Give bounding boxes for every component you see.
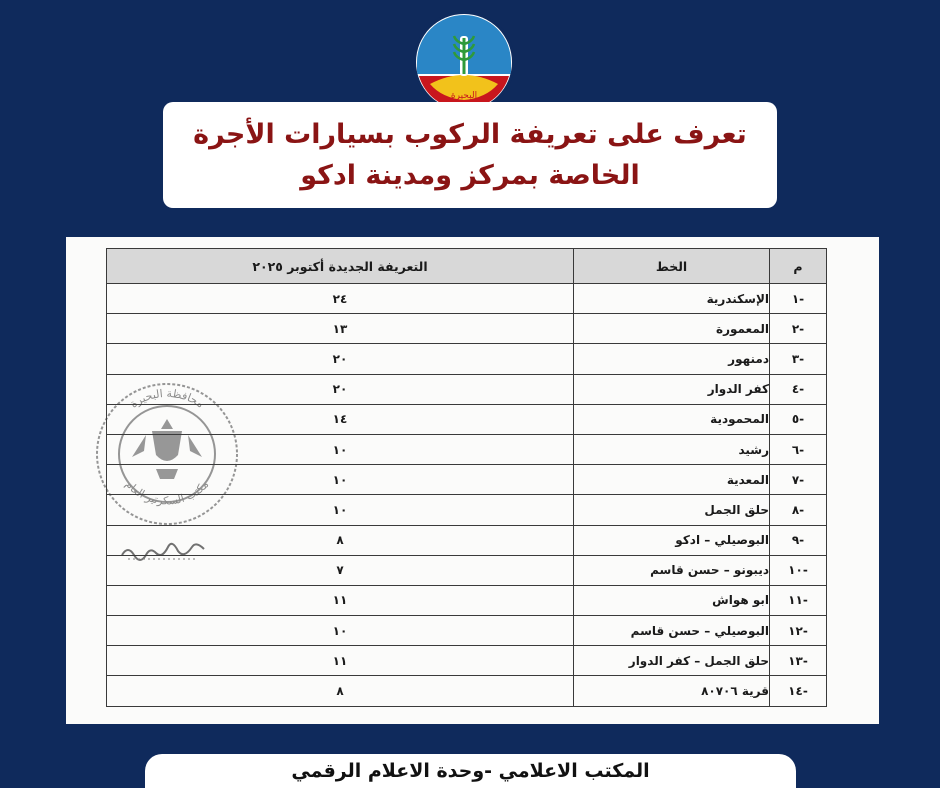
route-name: كفر الدوار: [574, 374, 770, 404]
route-name: ابو هواش: [574, 585, 770, 615]
fare-value: ٧: [107, 555, 574, 585]
row-number: -١٠: [770, 555, 827, 585]
route-name: المحمودية: [574, 404, 770, 434]
footer-text: المكتب الاعلامي -وحدة الاعلام الرقمي: [291, 760, 650, 782]
route-name: البوصيلي – حسن قاسم: [574, 616, 770, 646]
row-number: -٥: [770, 404, 827, 434]
row-number: -١١: [770, 585, 827, 615]
page-title-line-1: تعرف على تعريفة الركوب بسيارات الأجرة: [193, 119, 747, 150]
tariff-table: [106, 248, 827, 707]
title-box: [163, 102, 777, 208]
route-name: حلق الجمل: [574, 495, 770, 525]
fare-value: ١٠: [107, 465, 574, 495]
route-name: رشيد: [574, 434, 770, 464]
table-row: [107, 555, 827, 585]
route-name: الإسكندرية: [574, 284, 770, 314]
page-title-line-2: الخاصة بمركز ومدينة ادكو: [300, 160, 640, 191]
row-number: -١٤: [770, 676, 827, 706]
route-name: حلق الجمل – كفر الدوار: [574, 646, 770, 676]
fare-value: ١٤: [107, 404, 574, 434]
fare-value: ١٠: [107, 434, 574, 464]
row-number: -٦: [770, 434, 827, 464]
column-header-fare: التعريفة الجديدة أكتوبر ٢٠٢٥: [107, 249, 574, 284]
fare-value: ١٠: [107, 495, 574, 525]
governorate-logo: [416, 14, 512, 110]
table-row: [107, 465, 827, 495]
table-row: [107, 616, 827, 646]
route-name: المعدية: [574, 465, 770, 495]
row-number: -٣: [770, 344, 827, 374]
table-row: [107, 344, 827, 374]
fare-value: ٢٠: [107, 374, 574, 404]
fare-value: ٢٠: [107, 344, 574, 374]
row-number: -٤: [770, 374, 827, 404]
table-row: [107, 525, 827, 555]
fare-value: ١٠: [107, 616, 574, 646]
fare-value: ١١: [107, 646, 574, 676]
route-name: قرية ٨٠٧٠٦: [574, 676, 770, 706]
column-header-route: الخط: [574, 249, 770, 284]
route-name: ديبونو – حسن قاسم: [574, 555, 770, 585]
fare-value: ١٣: [107, 314, 574, 344]
svg-text:البحيرة: البحيرة: [450, 91, 478, 101]
footer-bar: [145, 754, 796, 788]
stamp-bottom-text: مكتب السكرتير العام: [122, 477, 212, 508]
tariff-document: [66, 237, 879, 724]
table-row: [107, 434, 827, 464]
table-row: [107, 404, 827, 434]
row-number: -١٢: [770, 616, 827, 646]
table-row: [107, 495, 827, 525]
table-row: [107, 676, 827, 706]
table-row: [107, 314, 827, 344]
fare-value: ٨: [107, 676, 574, 706]
row-number: -١: [770, 284, 827, 314]
route-name: البوصيلي – ادكو: [574, 525, 770, 555]
table-row: [107, 585, 827, 615]
logo-emblem-icon: [416, 14, 512, 110]
fare-value: ٨: [107, 525, 574, 555]
table-row: [107, 284, 827, 314]
stamp-top-text: محافظة البحيرة: [127, 386, 207, 411]
row-number: -٨: [770, 495, 827, 525]
row-number: -٧: [770, 465, 827, 495]
row-number: -١٣: [770, 646, 827, 676]
table-row: [107, 646, 827, 676]
route-name: دمنهور: [574, 344, 770, 374]
row-number: -٢: [770, 314, 827, 344]
tariff-table-body: [107, 284, 827, 707]
table-row: [107, 374, 827, 404]
route-name: المعمورة: [574, 314, 770, 344]
fare-value: ١١: [107, 585, 574, 615]
column-header-number: م: [770, 249, 827, 284]
row-number: -٩: [770, 525, 827, 555]
fare-value: ٢٤: [107, 284, 574, 314]
table-header-row: [107, 249, 827, 284]
